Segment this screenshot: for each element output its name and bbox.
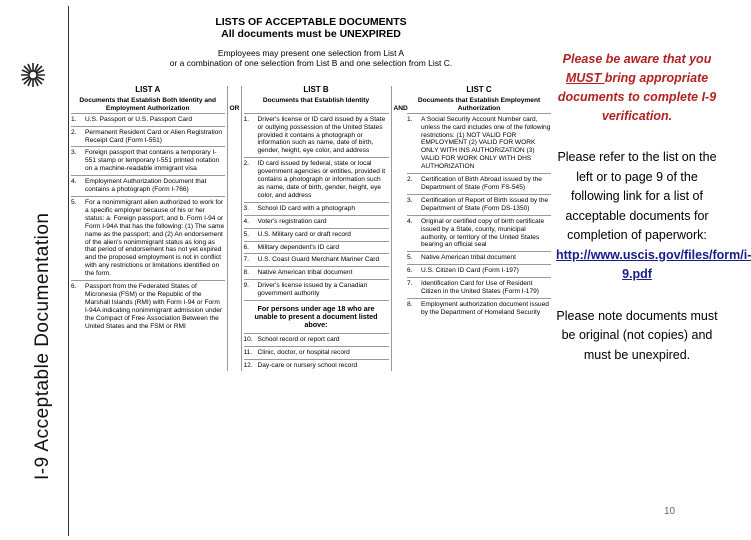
list-a-items	[69, 113, 227, 372]
list-item	[71, 175, 225, 196]
list-item	[407, 251, 551, 264]
list-item	[244, 228, 389, 241]
item-number: 4.	[407, 217, 413, 225]
item-number: 7.	[243, 256, 249, 264]
list-c-name: LIST C	[466, 85, 492, 94]
item-text: Permanent Resident Card or Alien Registration Receipt Card (Form I-551)	[85, 128, 223, 144]
starburst-icon	[20, 62, 46, 88]
item-text: A Social Security Account Number card, unless the card includes one of the following restrictions: (1) NOT VALID FOR EMPLOYMENT (2) VALID FOR WORK ONLY WITH INS AUTHORIZATION (3) VALID FOR WORK ONLY WITH DHS AUTHORIZATION	[421, 115, 551, 171]
list-item	[244, 333, 389, 346]
item-number: 1.	[243, 115, 249, 123]
acceptable-documents-form	[68, 6, 553, 536]
item-text: Identification Card for Use of Resident Citizen in the United States (Form I-179)	[421, 280, 540, 296]
list-item	[71, 196, 225, 280]
item-text: Certification of Report of Birth issued by the Department of State (Form DS-1350)	[421, 196, 549, 212]
list-b-items	[241, 113, 391, 372]
list-item	[71, 126, 225, 147]
item-text: ID card issued by federal, state or local government agencies or entities, provided it contains a photograph or information such as name, date of birth, gender, height, eye color, and address	[257, 160, 386, 199]
list-b-heading: Documents that Establish Identity	[262, 96, 370, 104]
side-notes	[556, 50, 751, 365]
item-text: U.S. Citizen ID Card (Form I-197)	[421, 267, 519, 275]
item-text: Military dependent's ID card	[257, 243, 340, 251]
item-text: U.S. Military card or draft record	[257, 230, 351, 238]
list-item	[244, 346, 389, 359]
item-number: 10.	[243, 335, 253, 343]
must-bring-note	[556, 50, 718, 126]
item-number: 8.	[407, 300, 413, 308]
list-item	[407, 264, 551, 277]
doc-intro-line-2: or a combination of one selection from List B and one selection from List C.	[169, 58, 453, 68]
item-number: 4.	[243, 217, 249, 225]
item-text: Voter's registration card	[257, 217, 327, 225]
list-a-header	[69, 86, 227, 113]
list-item	[244, 253, 389, 266]
item-text: U.S. Passport or U.S. Passport Card	[85, 115, 193, 123]
item-number: 3.	[243, 204, 249, 212]
list-item	[407, 113, 551, 173]
list-item	[407, 215, 551, 252]
list-item	[71, 280, 225, 332]
list-item	[244, 359, 389, 372]
item-text: School record or report card	[257, 335, 340, 343]
documents-table	[69, 86, 554, 371]
item-text: U.S. Coast Guard Merchant Mariner Card	[257, 256, 380, 264]
item-text: School ID card with a photograph	[257, 204, 355, 212]
item-number: 9.	[243, 282, 249, 290]
list-item	[407, 298, 551, 319]
and-separator: AND	[393, 104, 408, 112]
item-number: 2.	[71, 128, 77, 136]
minor-note: For persons under age 18 who are unable to present a document listed above:	[244, 300, 389, 333]
list-item	[407, 277, 551, 298]
item-number: 7.	[407, 280, 413, 288]
list-item	[244, 215, 389, 228]
item-text: Employment authorization document issued by the Department of Homeland Security	[421, 300, 549, 316]
item-text: Foreign passport that contains a temporary I-551 stamp or temporary I-551 printed notation on a machine-readable immigrant visa	[85, 149, 220, 173]
item-text: For a nonimmigrant alien authorized to work for a specific employer because of his or her status: a. Foreign passport; and b. Form I-94 or Form I-94A that has the following: (1) The same name as the passport; and (2) An endorsement of the alien's nonimmigrant status as long as that period of endorsement has not yet expired and the proposed employment is not in conflict with any restrictions or limitations identified on the form.	[85, 198, 225, 278]
item-text: Native American tribal document	[257, 269, 353, 277]
list-item	[244, 241, 389, 254]
item-number: 6.	[407, 267, 413, 275]
must-emphasis: MUST	[565, 71, 605, 85]
item-number: 1.	[71, 115, 77, 123]
list-item	[71, 146, 225, 175]
item-number: 11.	[243, 348, 253, 356]
item-number: 1.	[407, 115, 413, 123]
list-a-name: LIST A	[135, 85, 161, 94]
list-c-header	[405, 86, 553, 113]
item-number: 5.	[71, 198, 77, 206]
item-number: 4.	[71, 178, 77, 186]
doc-title: LISTS OF ACCEPTABLE DOCUMENTS	[215, 16, 407, 28]
list-b-header	[241, 86, 391, 113]
list-item	[244, 157, 389, 202]
refer-note-text: Please refer to the list on the left or to page 9 of the following link for a list of acceptable documents for completion of paperwork:	[557, 150, 717, 242]
item-number: 5.	[243, 230, 249, 238]
list-a-heading: Documents that Establish Both Identity and Employment Authorization	[79, 96, 217, 112]
list-item	[244, 202, 389, 215]
item-number: 6.	[71, 283, 77, 291]
list-b-name: LIST B	[303, 85, 329, 94]
list-item	[244, 266, 389, 279]
item-text: Employment Authorization Document that contains a photograph (Form I-766)	[85, 178, 207, 194]
doc-subtitle: All documents must be UNEXPIRED	[221, 28, 401, 40]
item-text: Day-care or nursery school record	[257, 361, 358, 369]
originals-note: Please note documents must be original (not copies) and must be unexpired.	[556, 308, 718, 362]
item-number: 8.	[243, 269, 249, 277]
list-item	[407, 173, 551, 194]
item-number: 2.	[407, 176, 413, 184]
item-text: Driver's license issued by a Canadian government authority	[257, 282, 368, 298]
page-number: 10	[664, 506, 676, 517]
item-number: 3.	[407, 196, 413, 204]
refer-note	[556, 148, 751, 285]
item-number: 3.	[71, 149, 77, 157]
list-c-heading: Documents that Establish Employment Authorization	[417, 96, 541, 112]
list-item	[407, 194, 551, 215]
item-text: Clinic, doctor, or hospital record	[257, 348, 350, 356]
list-item	[71, 113, 225, 126]
must-bring-note-end: bring appropriate documents to complete I-9 verification.	[557, 71, 717, 123]
list-item	[244, 279, 389, 300]
vertical-slide-title: I-9 Acceptable Documentation	[32, 212, 53, 480]
list-c-items	[405, 113, 553, 372]
i9-form-link[interactable]: http://www.uscis.gov/files/form/i-9.pdf	[556, 247, 751, 281]
item-number: 2.	[243, 160, 249, 168]
or-separator: OR	[229, 104, 240, 112]
vertical-title-area	[0, 0, 60, 540]
must-bring-note-start: Please be aware that you	[562, 52, 712, 66]
item-text: Original or certified copy of birth certificate issued by a State, county, municipal authority, or territory of the United States bearing an official seal	[421, 217, 545, 249]
doc-intro-line-1: Employees may present one selection from List A	[217, 48, 405, 58]
item-text: Native American tribal document	[421, 254, 516, 262]
item-text: Passport from the Federated States of Micronesia (FSM) or the Republic of the Marshall Islands (RMI) with Form I-94 or Form I-94A indicating nonimmigrant admission under the Compact of Free Association Between the United States and the FSM or RMI	[85, 283, 223, 330]
item-number: 5.	[407, 254, 413, 262]
list-item	[244, 113, 389, 158]
item-text: Driver's license or ID card issued by a State or outlying possession of the United States provided it contains a photograph or information such as name, date of birth, gender, height, eye color, and address	[257, 115, 386, 155]
item-number: 6.	[243, 243, 249, 251]
item-text: Certification of Birth Abroad issued by the Department of State (Form FS-545)	[421, 176, 542, 191]
item-number: 12.	[243, 361, 253, 369]
